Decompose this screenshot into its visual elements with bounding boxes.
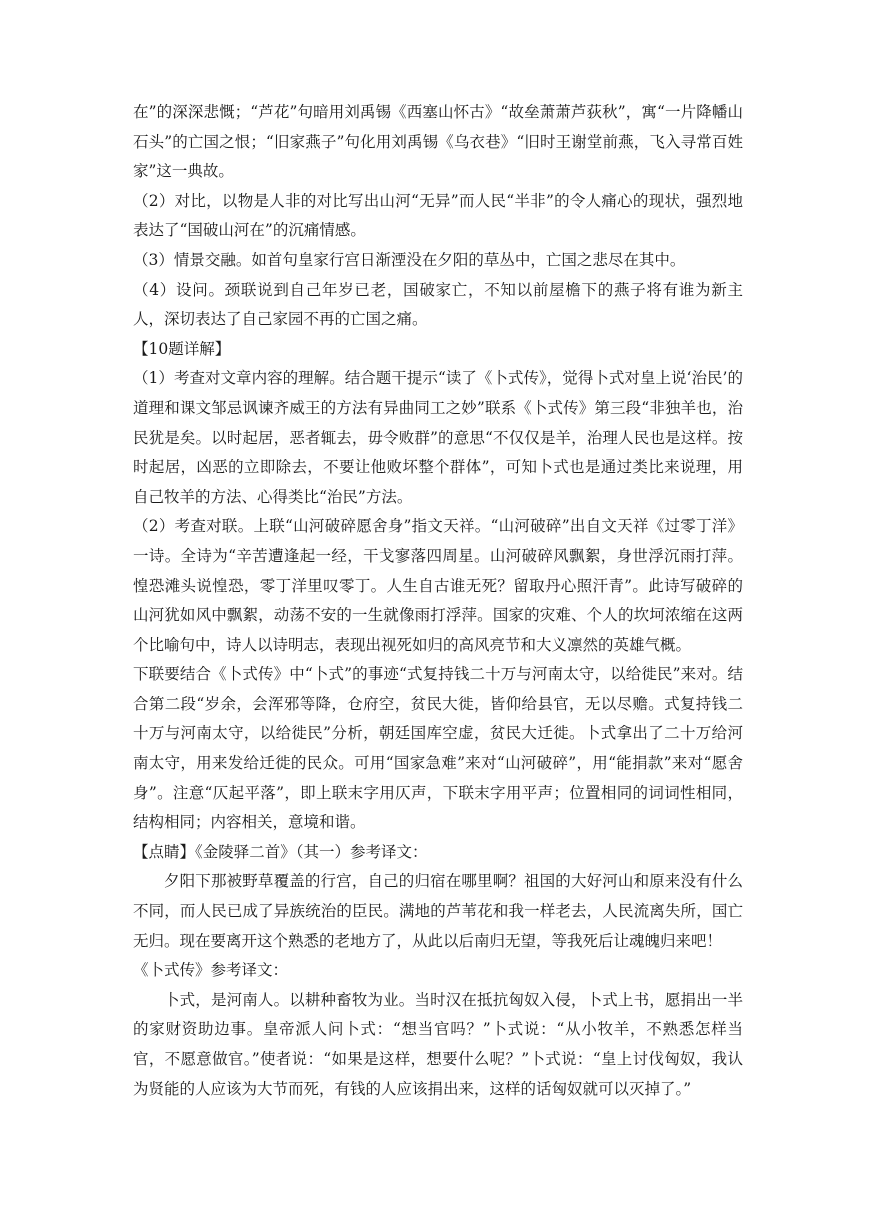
paragraph-point-3-scene: （3）情景交融。如首句皇家行宫日渐湮没在夕阳的草丛中，亡国之悲尽在其中。 [133,250,686,269]
heading-bushi-translation: 《卜式传》参考译文： [133,961,289,980]
heading-key-points-translation: 【点睛】《金陵驿二首》（其一）参考译文： [133,842,428,861]
document-page [133,98,743,1104]
paragraph-bushi-translation: 卜式，是河南人。以耕种畜牧为业。当时汉在抵抗匈奴入侵，卜式上书，愿捐出一半的家财资助边事。皇帝派人问卜式：“想当官吗？”卜式说：“从小牧羊，不熟悉怎样当官，不愿意做官。”使者说：“如果是这样，想要什么呢？”卜式说：“皇上讨伐匈奴，我认为贤能的人应该为大节而死，有钱的人应该捐出来，这样的话匈奴就可以灭掉了。” [133,990,743,1098]
heading-question-10-detail: 【10题详解】 [133,339,231,358]
paragraph-q10-part-2: （2）考查对联。上联“山河破碎愿舍身”指文天祥。“山河破碎”出自文天祥《过零丁洋》一诗。全诗为“辛苦遭逢起一经，干戈寥落四周星。山河破碎风飘絮，身世浮沉雨打萍。惶恐滩头说惶恐，零丁洋里叹零丁。人生自古谁无死？留取丹心照汗青”。此诗写破碎的山河犹如风中飘絮，动荡不安的一生就像雨打浮萍。国家的灾难、个人的坎坷浓缩在这两个比喻句中，诗人以诗明志，表现出视死如归的高风亮节和大义凛然的英雄气概。 [133,517,743,654]
paragraph-q10-second-couplet: 下联要结合《卜式传》中“卜式”的事迹“式复持钱二十万与河南太守，以给徙民”来对。结合第二段“岁余，会浑邪等降，仓府空，贫民大徙，皆仰给县官，无以尽赡。式复持钱二十万与河南太守，以给徙民”分析，朝廷国库空虚，贫民大迁徙。卜式拿出了二十万给河南太守，用来发给迁徙的民众。可用“国家急难”来对“山河破碎”，用“能捐款”来对“愿舍身”。注意“仄起平落”，即上联末字用仄声，下联末字用平声；位置相同的词词性相同，结构相同；内容相关，意境和谐。 [133,665,743,832]
paragraph-poem-translation: 夕阳下那被野草覆盖的行宫，自己的归宿在哪里啊？祖国的大好河山和原来没有什么不同，而人民已成了异族统治的臣民。满地的芦苇花和我一样老去，人民流离失所，国亡无归。现在要离开这个熟悉的老地方了，从此以后南归无望，等我死后让魂魄归来吧！ [133,872,743,950]
paragraph-q10-part-1: （1）考查对文章内容的理解。结合题干提示“读了《卜式传》，觉得卜式对皇上说‘治民’的道理和课文邹忌讽谏齐威王的方法有异曲同工之妙”联系《卜式传》第三段“非独羊也，治民犹是矣。以时起居，恶者辄去，毋令败群”的意思“不仅仅是羊，治理人民也是这样。按时起居，凶恶的立即除去，不要让他败坏整个群体”，可知卜式也是通过类比来说理，用自己牧羊的方法、心得类比“治民”方法。 [133,369,743,506]
paragraph-point-4-question: （4）设问。颈联说到自己年岁已老，国破家亡，不知以前屋檐下的燕子将有谁为新主人，深切表达了自己家园不再的亡国之痛。 [133,280,743,329]
paragraph-point-2-contrast: （2）对比，以物是人非的对比写出山河“无异”而人民“半非”的令人痛心的现状，强烈地表达了“国破山河在”的沉痛情感。 [133,191,743,240]
paragraph-commentary-intro: 在”的深深悲慨；“芦花”句暗用刘禹锡《西塞山怀古》“故垒萧萧芦荻秋”，寓“一片降幡山石头”的亡国之恨；“旧家燕子”句化用刘禹锡《乌衣巷》“旧时王谢堂前燕，飞入寻常百姓家”这一典故。 [133,103,743,181]
